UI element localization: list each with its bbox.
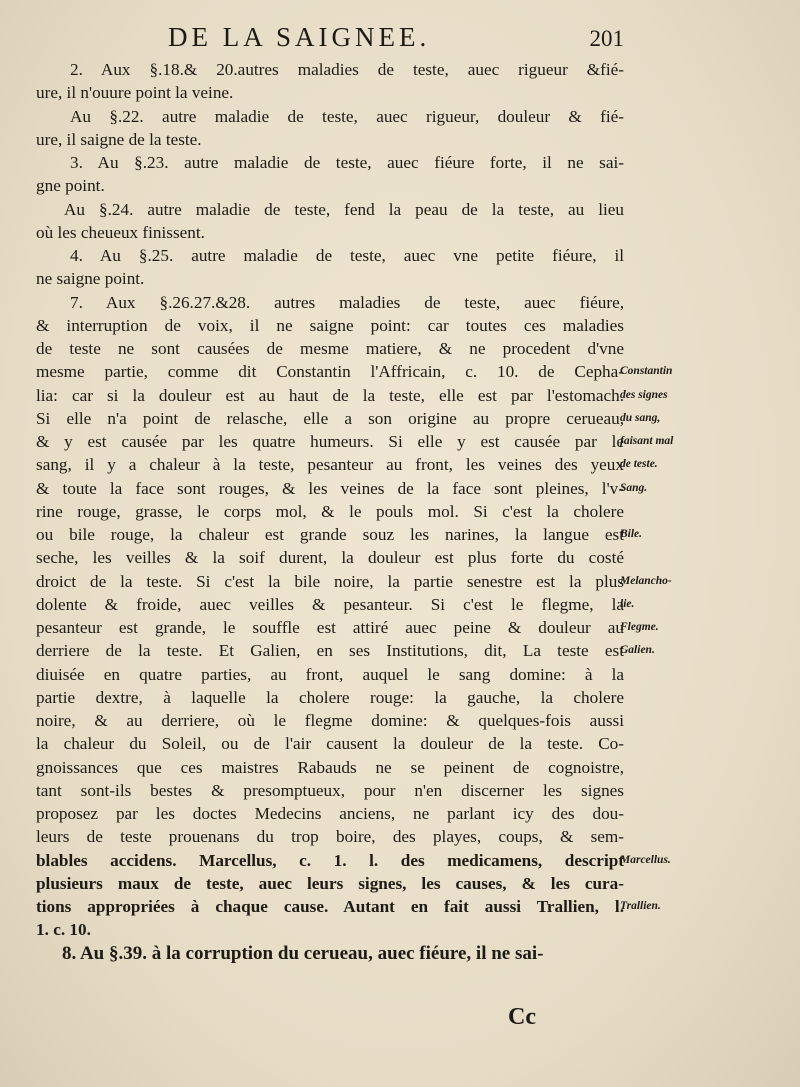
text-line: 8. Au §.39. à la corruption du cerueau, auec fiéure, il ne sai-	[62, 942, 544, 964]
margin-note	[620, 128, 710, 151]
text-line: leurs de teste prouenans du trop boire, des playes, coups, & sem-	[36, 827, 624, 847]
text-line: la chaleur du Soleil, ou de l'air causent la douleur de la teste. Co-	[36, 734, 624, 754]
text-line: de teste ne sont causées de mesme matiere, & ne procedent d'vne	[36, 339, 624, 358]
text-line: 7. Aux §.26.27.&28. autres maladies de teste, auec fiéure,	[70, 292, 624, 312]
margin-note: Constantin	[620, 365, 673, 378]
margin-note	[620, 337, 710, 360]
margin-note: Marcellus.	[620, 853, 671, 866]
text-line: rine rouge, grasse, le corps mol, & le pouls mol. Si c'est la cholere	[36, 501, 624, 521]
text-line: partie dextre, à laquelle la cholere rouge: la gauche, la cholere	[36, 687, 624, 707]
page-header	[168, 22, 628, 62]
margin-note: Sang.	[620, 481, 648, 494]
margin-note	[620, 105, 710, 128]
text-line: tions appropriées à chaque cause. Autant en fait aussi Trallien, l.	[36, 897, 624, 916]
text-line: sang, il y a chaleur à la teste, pesanteur au front, les veines des yeux	[36, 455, 624, 475]
margin-note	[620, 802, 710, 825]
margin-note: des signes	[620, 388, 668, 401]
margin-note	[620, 314, 710, 337]
text-line: derriere de la teste. Et Galien, en ses Institutions, dit, La teste est	[36, 641, 624, 661]
text-line: blables accidens. Marcellus, c. 1. l. des medicamens, descript	[36, 850, 624, 870]
margin-note	[620, 756, 710, 779]
margin-note	[620, 732, 710, 755]
margin-note	[620, 58, 710, 81]
text-line: droict de la teste. Si c'est la bile noire, la partie senestre est la plus	[36, 571, 624, 591]
margin-note	[620, 825, 710, 848]
running-head: DE LA SAIGNEE.	[168, 22, 431, 52]
text-line: & interruption de voix, il ne saigne point: car toutes ces maladies	[36, 315, 624, 335]
margin-note: Trallien.	[620, 900, 661, 912]
text-line: & toute la face sont rouges, & les veines de la face sont pleines, l'v-	[36, 478, 624, 498]
page-number: 201	[589, 26, 624, 51]
main-text-block	[36, 58, 624, 965]
text-line: proposez par les doctes Medecins anciens, ne parlant icy des dou-	[36, 804, 624, 823]
margin-notes	[620, 58, 710, 965]
margin-note: Flegme.	[620, 621, 659, 633]
margin-note	[620, 198, 710, 221]
text-line: seche, les veilles & la soif durent, la douleur est plus forte du costé	[36, 548, 624, 568]
margin-note: lie.	[620, 597, 635, 610]
margin-note: de teste.	[620, 458, 658, 471]
text-line: ure, il saigne de la teste.	[36, 129, 202, 149]
text-line: Au §.24. autre maladie de teste, fend la peau de la teste, au lieu	[64, 199, 624, 219]
text-line: où les cheueux finissent.	[36, 222, 205, 242]
signature-mark: Cc	[508, 1004, 536, 1030]
text-line: 1. c. 10.	[36, 920, 91, 940]
margin-note	[620, 686, 710, 709]
text-line: Si elle n'a point de relasche, elle a son origine au propre cerueau,	[36, 408, 624, 428]
text-line: ure, il n'ouure point la veine.	[36, 83, 234, 103]
text-line: plusieurs maux de teste, auec leurs signes, les causes, & les cura-	[36, 873, 624, 893]
margin-note	[620, 151, 710, 174]
text-line: ne saigne point.	[36, 269, 145, 289]
margin-note	[620, 174, 710, 197]
margin-note	[620, 291, 710, 314]
text-line: pesanteur est grande, le souffle est attiré auec peine & douleur au	[36, 618, 624, 637]
margin-note: du sang,	[620, 411, 661, 424]
margin-note	[620, 779, 710, 802]
margin-note: Bile.	[620, 528, 643, 540]
text-line: 3. Au §.23. autre maladie de teste, auec fiéure forte, il ne sai-	[70, 153, 624, 172]
margin-note: Galien.	[620, 644, 655, 657]
margin-note	[620, 872, 710, 895]
text-line: Au §.22. autre maladie de teste, auec rigueur, douleur & fié-	[70, 106, 624, 126]
text-line: ou bile rouge, la chaleur est grande souz les narines, la langue est	[36, 525, 624, 544]
margin-note	[620, 663, 710, 686]
text-line: gnoissances que ces maistres Rabauds ne se peinent de cognoistre,	[36, 757, 624, 777]
margin-note	[620, 81, 710, 104]
margin-note	[620, 709, 710, 732]
text-line: 4. Au §.25. autre maladie de teste, auec vne petite fiéure, il	[70, 246, 624, 265]
text-line: 2. Aux §.18.& 20.autres maladies de teste, auec rigueur &fié-	[70, 60, 624, 79]
text-line: lia: car si la douleur est au haut de la teste, elle est par l'estomach.	[36, 385, 624, 405]
margin-note	[620, 500, 710, 523]
text-line: diuisée en quatre parties, au front, auquel le sang domine: à la	[36, 664, 624, 684]
margin-note: Melancho-	[620, 574, 672, 587]
margin-note	[620, 267, 710, 290]
margin-note	[620, 918, 710, 941]
margin-note	[620, 244, 710, 267]
text-line: gne point.	[36, 176, 105, 196]
text-line: noire, & au derriere, où le flegme domine: & quelques-fois aussi	[36, 711, 624, 730]
margin-note	[620, 546, 710, 569]
text-line: tant sont-ils bestes & presomptueux, pour n'en discerner les signes	[36, 780, 624, 800]
text-line: & y est causée par les quatre humeurs. Si elle y est causée par le	[36, 432, 624, 451]
margin-note	[620, 942, 710, 965]
text-line: mesme partie, comme dit Constantin l'Affricain, c. 10. de Cepha-	[36, 362, 624, 382]
margin-note: faisant mal	[620, 435, 674, 447]
margin-note	[620, 221, 710, 244]
text-line: dolente & froide, auec veilles & pesanteur. Si c'est le flegme, la	[36, 594, 624, 614]
